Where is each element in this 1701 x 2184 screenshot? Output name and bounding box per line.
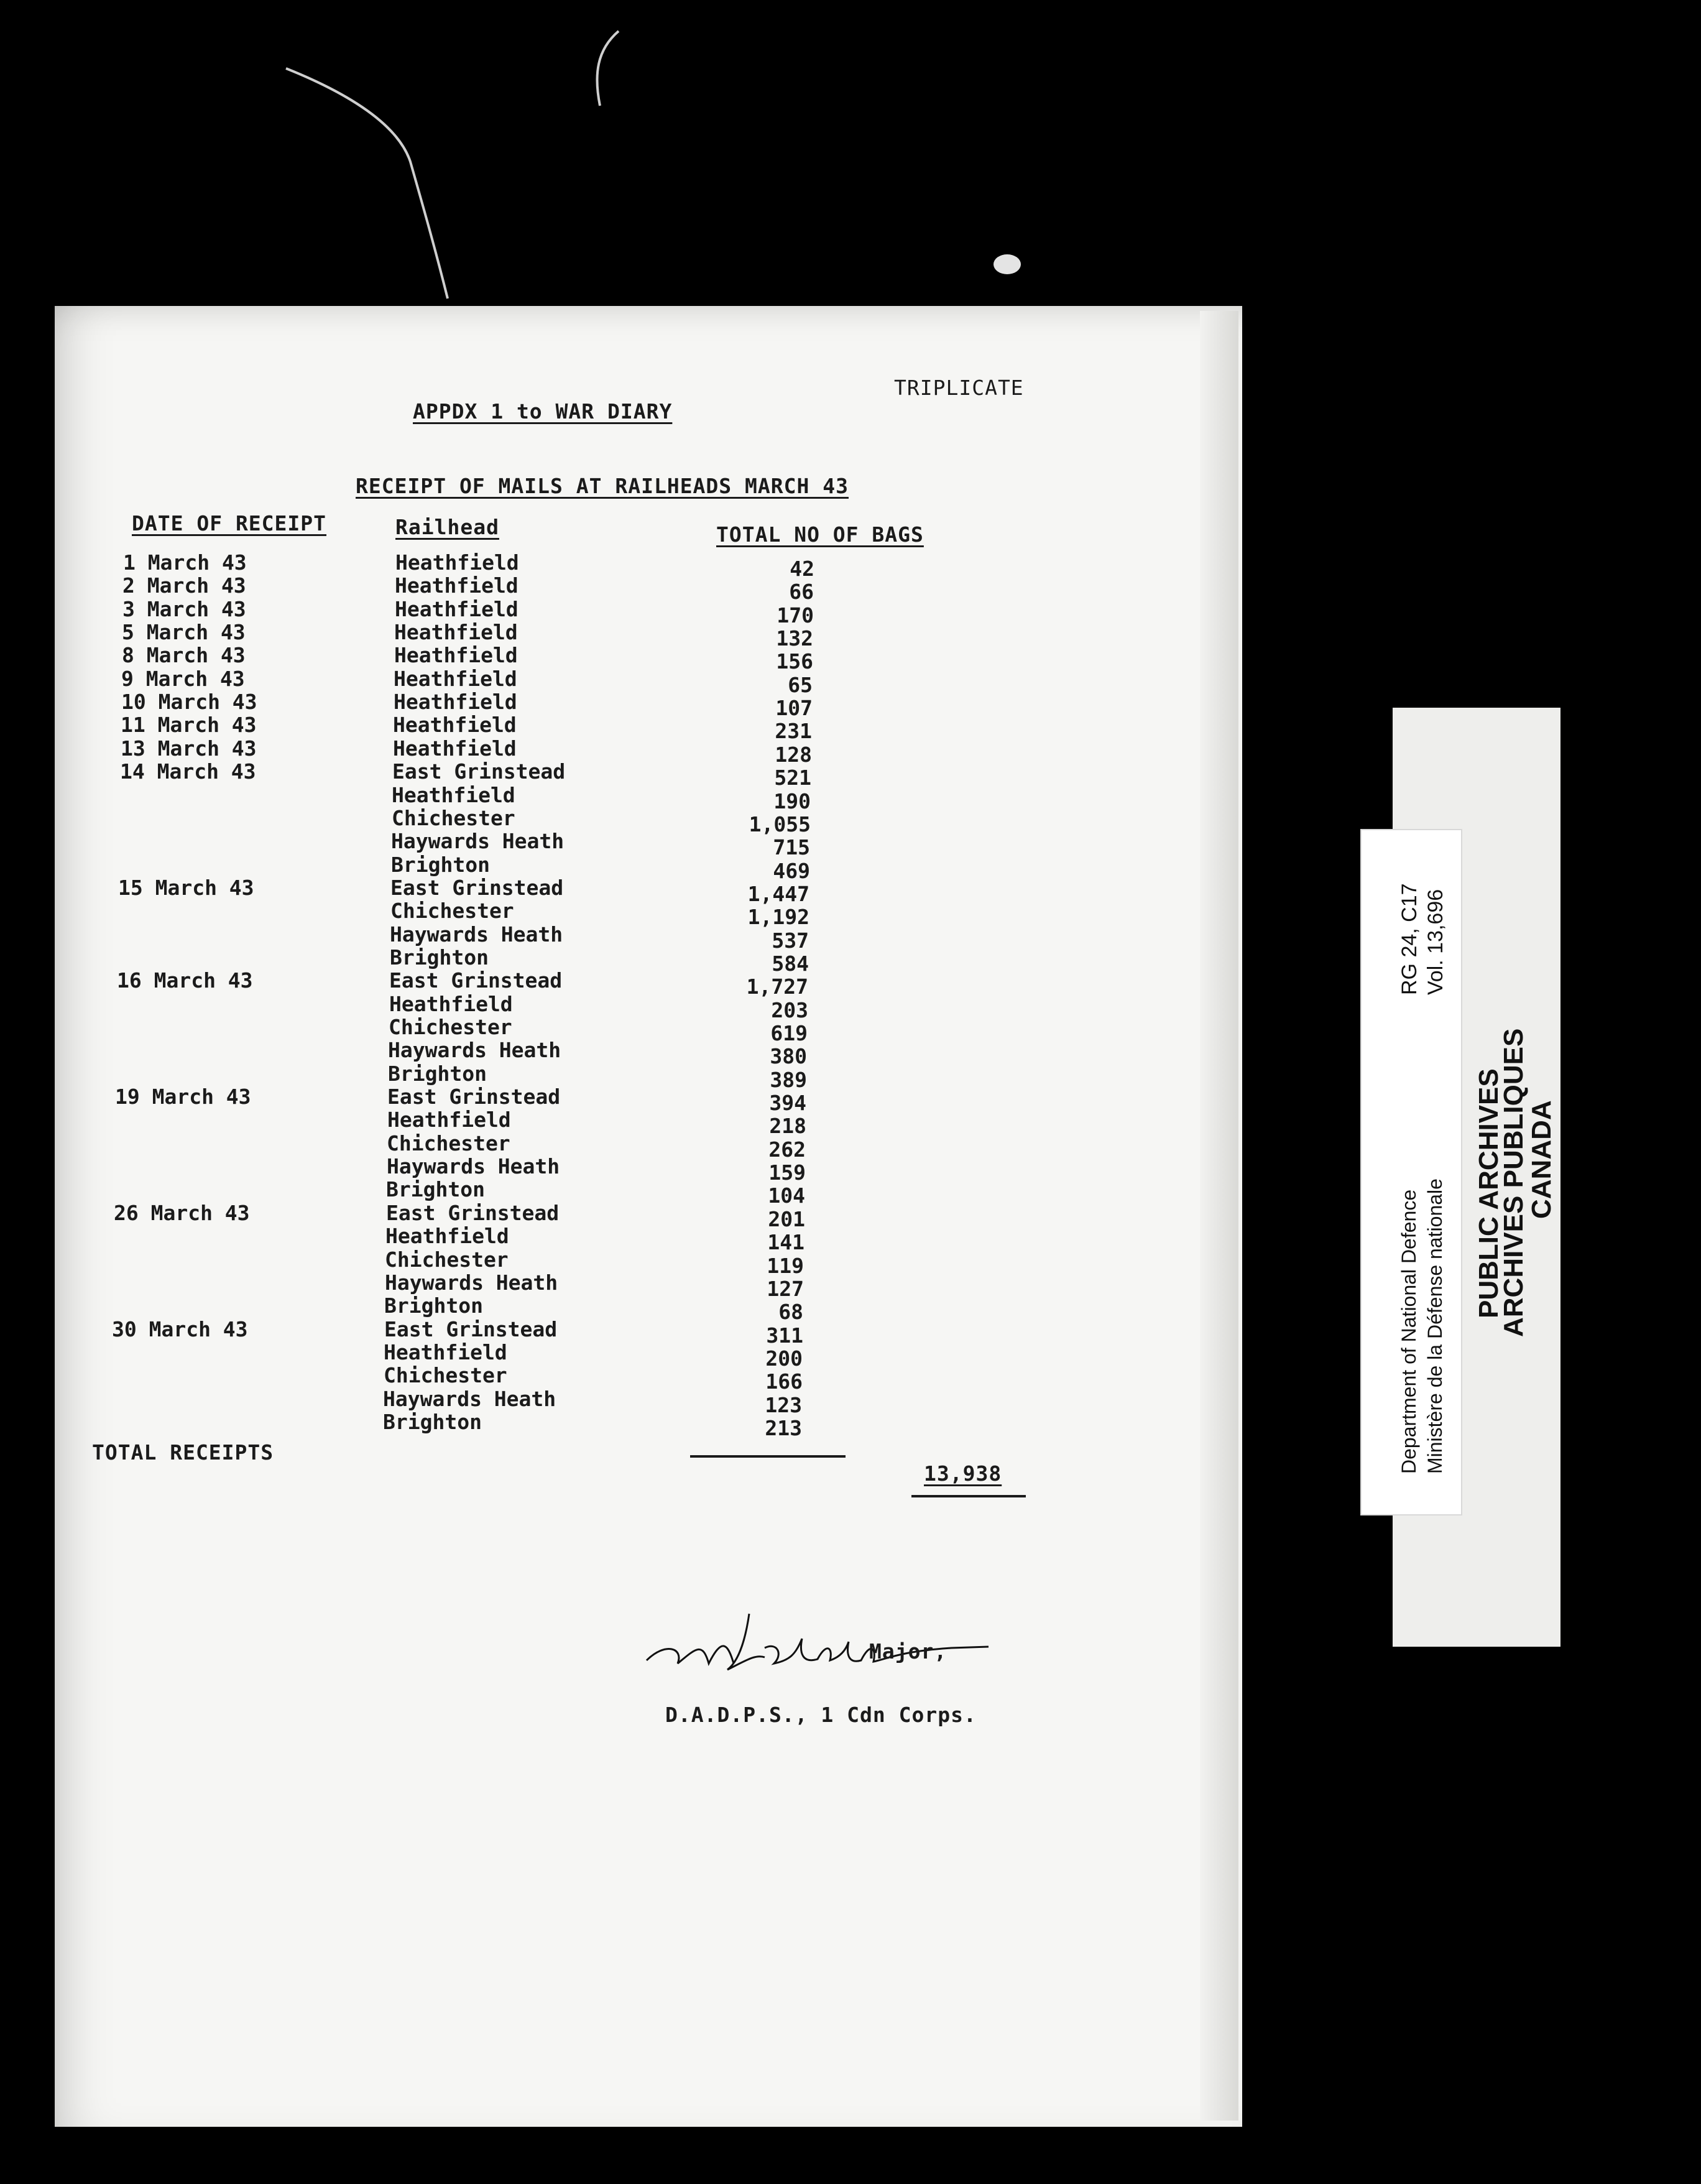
bag-count: 123 (765, 1392, 802, 1417)
bag-count: 394 (769, 1091, 806, 1116)
railhead-name: Heathfield (395, 596, 519, 621)
table-row (55, 1247, 863, 1278)
signature-rank: Major, (869, 1639, 947, 1663)
bag-count: 127 (767, 1276, 804, 1301)
total-double-rule (911, 1495, 1026, 1497)
receipt-date: 1 March 43 (123, 550, 247, 575)
railhead-name: Heathfield (385, 1224, 509, 1249)
bag-count: 156 (776, 649, 813, 674)
table-row (55, 1015, 863, 1045)
table-row (55, 1177, 863, 1208)
archives-country: CANADA (1526, 1100, 1557, 1219)
receipt-date: 11 March 43 (121, 713, 257, 738)
bag-count: 104 (768, 1183, 805, 1208)
railhead-name: Heathfield (395, 573, 519, 598)
railhead-name: Heathfield (394, 620, 518, 645)
table-row (55, 1363, 863, 1394)
railhead-name: Chichester (384, 1363, 507, 1388)
table-row (55, 1200, 863, 1231)
table-row (55, 1131, 863, 1162)
railhead-name: Chichester (389, 1015, 512, 1039)
bag-count: 159 (768, 1160, 806, 1185)
signature-unit: D.A.D.P.S., 1 Cdn Corps. (665, 1703, 977, 1727)
table-row (55, 736, 863, 767)
receipt-date: 5 March 43 (122, 620, 246, 645)
receipt-date: 9 March 43 (121, 666, 245, 691)
receipt-date: 2 March 43 (122, 573, 246, 598)
copy-mark: TRIPLICATE (894, 376, 1024, 400)
appendix-title: APPDX 1 to WAR DIARY (413, 399, 673, 423)
railhead-name: Haywards Heath (388, 1038, 561, 1063)
railhead-name: Chichester (385, 1247, 509, 1272)
table-row (55, 1340, 863, 1371)
receipt-date: 13 March 43 (121, 736, 257, 761)
receipt-date: 10 March 43 (121, 690, 257, 715)
archive-reference-1: RG 24, C17 (1398, 883, 1421, 995)
receipt-date: 15 March 43 (118, 875, 254, 900)
bag-count: 65 (788, 672, 813, 697)
railhead-name: Brighton (390, 945, 489, 969)
bag-count: 203 (771, 997, 808, 1022)
receipt-date: 19 March 43 (115, 1085, 251, 1109)
railhead-name: Chichester (392, 805, 515, 830)
railhead-name: East Grinstead (387, 1085, 561, 1109)
bag-count: 107 (775, 696, 813, 721)
railhead-name: East Grinstead (392, 759, 566, 784)
bag-count: 166 (765, 1369, 803, 1394)
bag-count: 469 (773, 858, 810, 883)
table-row (55, 690, 863, 721)
header-date: DATE OF RECEIPT (132, 511, 327, 535)
table-row (55, 945, 863, 976)
receipt-date: 26 March 43 (114, 1200, 250, 1225)
bag-count: 66 (789, 580, 814, 604)
railhead-name: Heathfield (394, 666, 517, 691)
table-row (55, 829, 863, 860)
railhead-name: Heathfield (394, 643, 518, 668)
railhead-name: Heathfield (389, 991, 513, 1016)
bag-count: 119 (767, 1253, 804, 1278)
railhead-name: Heathfield (395, 550, 519, 575)
bag-count: 262 (768, 1137, 806, 1162)
department-french: Ministère de la Défense nationale (1424, 1178, 1446, 1474)
railhead-name: Brighton (388, 1061, 487, 1086)
receipt-date: 14 March 43 (120, 759, 256, 784)
bag-count: 715 (773, 835, 810, 860)
total-label: TOTAL RECEIPTS (92, 1440, 274, 1464)
railhead-name: East Grinstead (390, 875, 564, 900)
archives-french: ARCHIVES PUBLIQUES (1498, 1028, 1529, 1337)
railhead-name: East Grinstead (389, 968, 563, 993)
railhead-name: Heathfield (394, 690, 517, 715)
bag-count: 213 (765, 1415, 802, 1440)
bag-count: 231 (775, 719, 812, 744)
railhead-name: Heathfield (393, 713, 517, 738)
bag-count: 190 (773, 789, 811, 813)
table-row (55, 573, 863, 604)
table-row (55, 991, 863, 1022)
sheet-edge (1200, 311, 1238, 2121)
table-row (55, 759, 863, 790)
bag-count: 1,727 (746, 974, 808, 999)
railhead-name: East Grinstead (386, 1200, 560, 1225)
header-bags: TOTAL NO OF BAGS (716, 522, 924, 547)
subtotal-rule (690, 1455, 846, 1458)
receipt-date: 3 March 43 (122, 596, 246, 621)
table-row (55, 1293, 863, 1325)
railhead-name: Heathfield (393, 736, 517, 761)
bag-count: 537 (772, 928, 809, 953)
bag-count: 218 (769, 1114, 806, 1139)
table-row (55, 713, 863, 744)
railhead-name: East Grinstead (384, 1316, 558, 1341)
bag-count: 200 (765, 1346, 803, 1371)
table-row (55, 1154, 863, 1185)
bag-count: 201 (768, 1206, 805, 1231)
railhead-name: Heathfield (384, 1340, 507, 1364)
table-row (55, 805, 863, 836)
railhead-name: Brighton (383, 1409, 482, 1434)
railhead-name: Haywards Heath (391, 829, 565, 854)
bag-count: 128 (775, 742, 812, 767)
table-row (55, 596, 863, 627)
table-row (55, 899, 863, 930)
bag-count: 521 (774, 766, 811, 790)
bag-count: 619 (770, 1021, 808, 1045)
table-row (55, 1270, 863, 1301)
table-row (55, 852, 863, 883)
table-row (55, 620, 863, 651)
table-row (55, 1085, 863, 1116)
bag-count: 170 (777, 603, 814, 627)
archive-reference-2: Vol. 13,696 (1424, 889, 1447, 995)
bag-count: 42 (790, 557, 814, 581)
total-value: 13,938 (924, 1461, 1002, 1486)
table-row (55, 643, 863, 674)
table-row (55, 1108, 863, 1139)
receipt-date: 30 March 43 (112, 1316, 248, 1341)
table-row (55, 782, 863, 813)
table-row (55, 922, 863, 953)
table-row (55, 1386, 863, 1417)
bag-count: 584 (772, 951, 809, 976)
bag-count: 1,055 (749, 812, 811, 836)
table-row (55, 875, 863, 906)
mail-receipts-table (55, 0, 863, 2184)
railhead-name: Chichester (390, 899, 514, 923)
department-english: Department of National Defence (1398, 1189, 1420, 1474)
table-row (55, 550, 863, 581)
railhead-name: Brighton (391, 852, 490, 877)
railhead-name: Haywards Heath (390, 922, 563, 946)
bag-count: 141 (767, 1230, 804, 1255)
bag-count: 311 (766, 1323, 803, 1348)
railhead-name: Brighton (386, 1177, 485, 1202)
table-row (55, 1224, 863, 1255)
table-row (55, 968, 863, 999)
table-row (55, 1409, 863, 1440)
report-title: RECEIPT OF MAILS AT RAILHEADS MARCH 43 (356, 474, 849, 498)
railhead-name: Haywards Heath (387, 1154, 560, 1179)
railhead-name: Heathfield (387, 1108, 511, 1132)
railhead-name: Brighton (384, 1293, 483, 1318)
railhead-name: Heathfield (392, 782, 515, 807)
table-row (55, 1038, 863, 1069)
bag-count: 68 (778, 1300, 803, 1325)
table-row (55, 1061, 863, 1092)
railhead-name: Haywards Heath (385, 1270, 558, 1295)
table-row (55, 666, 863, 697)
railhead-name: Haywards Heath (383, 1386, 556, 1411)
header-railhead: Railhead (395, 515, 499, 539)
bag-count: 1,447 (747, 881, 809, 906)
bag-count: 389 (770, 1067, 807, 1092)
bag-count: 132 (776, 626, 813, 651)
archives-english: PUBLIC ARCHIVES (1473, 1068, 1504, 1318)
bag-count: 380 (770, 1044, 807, 1069)
receipt-date: 16 March 43 (117, 968, 253, 993)
bag-count: 1,192 (747, 905, 809, 930)
receipt-date: 8 March 43 (122, 643, 246, 668)
railhead-name: Chichester (387, 1131, 510, 1155)
table-row (55, 1316, 863, 1348)
